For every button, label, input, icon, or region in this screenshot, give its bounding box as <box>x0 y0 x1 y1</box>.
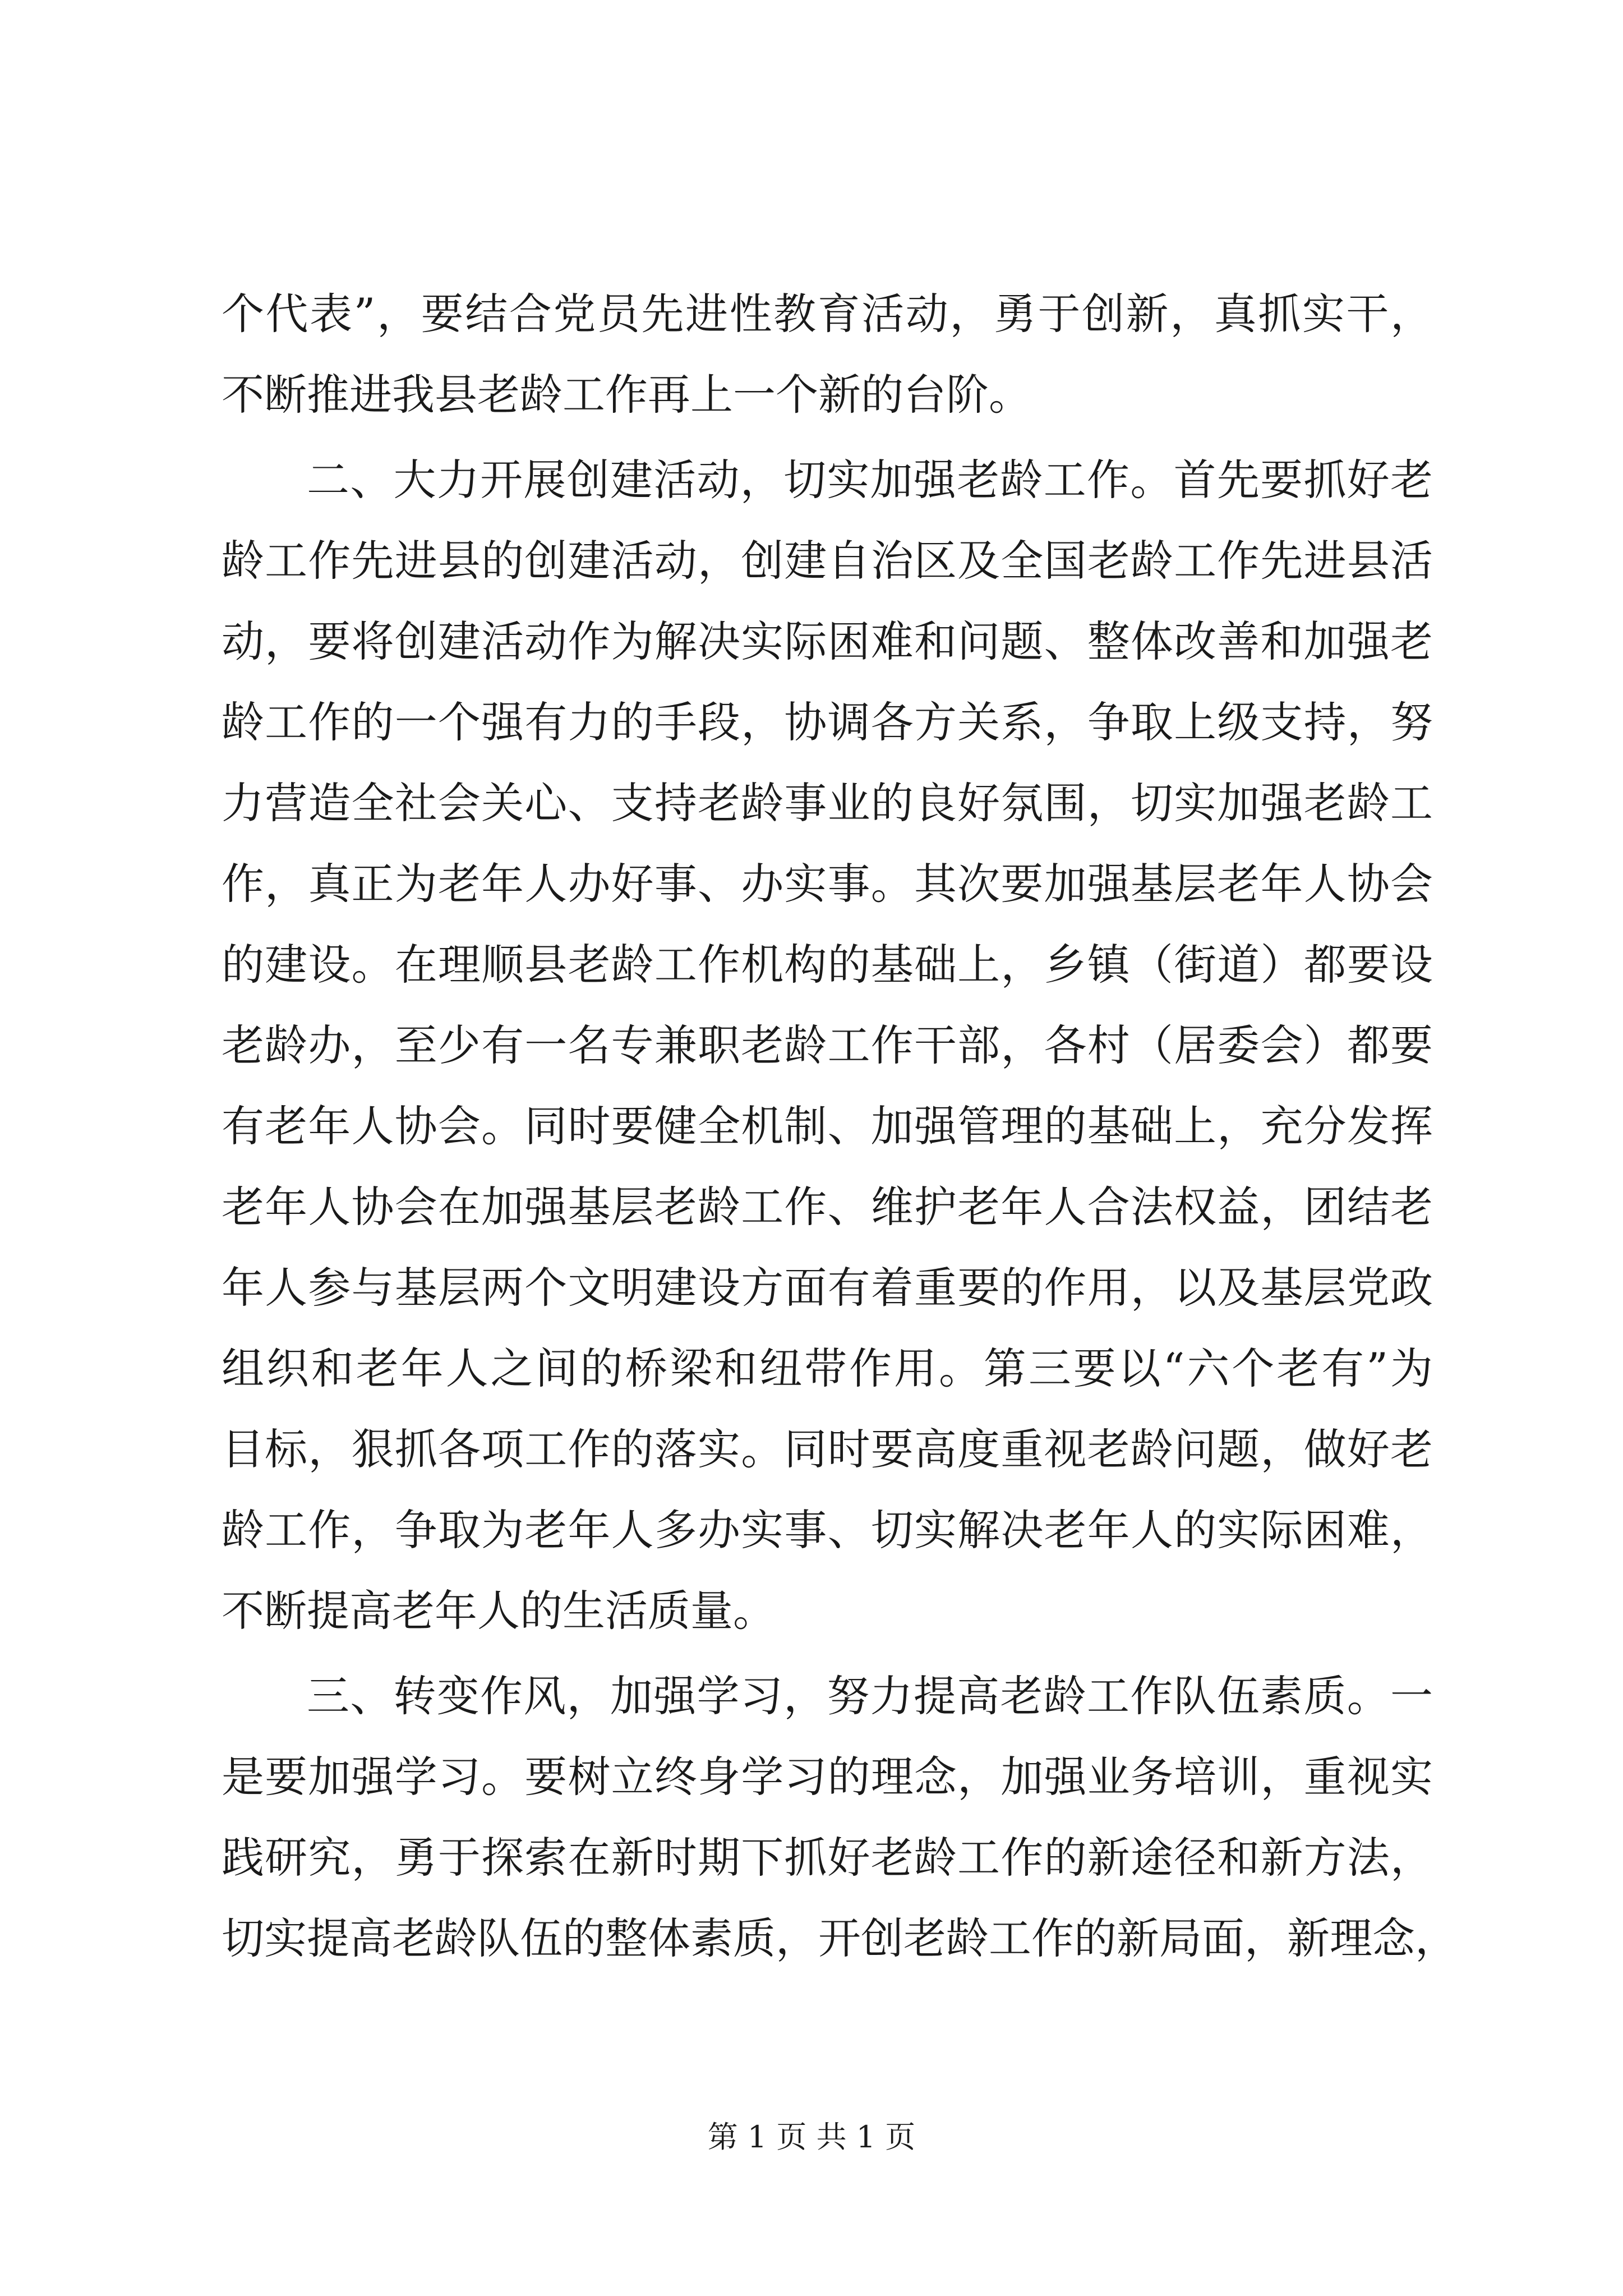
text-line: 三、转变作风，加强学习，努力提高老龄工作队伍素质。一 <box>307 1671 1433 1721</box>
text-line: 组织和老年人之间的桥梁和纽带作用。第三要以“六个老有”为 <box>222 1343 1433 1393</box>
page-number-label: 第 1 页 共 1 页 <box>707 2119 916 2155</box>
text-line: 个代表”，要结合党员先进性教育活动，勇于创新，真抓实干， <box>222 289 1433 339</box>
text-line: 的建设。在理顺县老龄工作机构的基础上，乡镇（街道）都要设 <box>222 940 1433 990</box>
text-line: 不断提高老年人的生活质量。 <box>222 1586 776 1636</box>
text-line: 老年人协会在加强基层老龄工作、维护老年人合法权益，团结老 <box>222 1182 1433 1232</box>
page-footer <box>0 2118 1623 2157</box>
text-line: 龄工作的一个强有力的手段，协调各方关系，争取上级支持，努 <box>222 697 1433 747</box>
text-line: 动，要将创建活动作为解决实际困难和问题、整体改善和加强老 <box>222 616 1433 666</box>
text-line: 不断推进我县老龄工作再上一个新的台阶。 <box>222 370 1031 420</box>
text-line: 有老年人协会。同时要健全机制、加强管理的基础上，充分发挥 <box>222 1101 1433 1151</box>
text-line: 目标，狠抓各项工作的落实。同时要高度重视老龄问题，做好老 <box>222 1424 1433 1474</box>
text-line: 二、大力开展创建活动，切实加强老龄工作。首先要抓好老 <box>307 455 1433 505</box>
text-line: 践研究，勇于探索在新时期下抓好老龄工作的新途径和新方法， <box>222 1833 1433 1883</box>
text-line: 老龄办，至少有一名专兼职老龄工作干部，各村（居委会）都要 <box>222 1020 1433 1070</box>
text-line: 作，真正为老年人办好事、办实事。其次要加强基层老年人协会 <box>222 859 1433 909</box>
text-line: 切实提高老龄队伍的整体素质，开创老龄工作的新局面，新理念， <box>222 1913 1458 1963</box>
text-line: 力营造全社会关心、支持老龄事业的良好氛围，切实加强老龄工 <box>222 778 1433 828</box>
text-line: 龄工作先进县的创建活动，创建自治区及全国老龄工作先进县活 <box>222 536 1433 586</box>
text-line: 龄工作，争取为老年人多办实事、切实解决老年人的实际困难， <box>222 1505 1433 1555</box>
document-body <box>222 274 1458 1979</box>
text-line: 是要加强学习。要树立终身学习的理念，加强业务培训，重视实 <box>222 1752 1433 1802</box>
text-line: 年人参与基层两个文明建设方面有着重要的作用，以及基层党政 <box>222 1263 1433 1313</box>
